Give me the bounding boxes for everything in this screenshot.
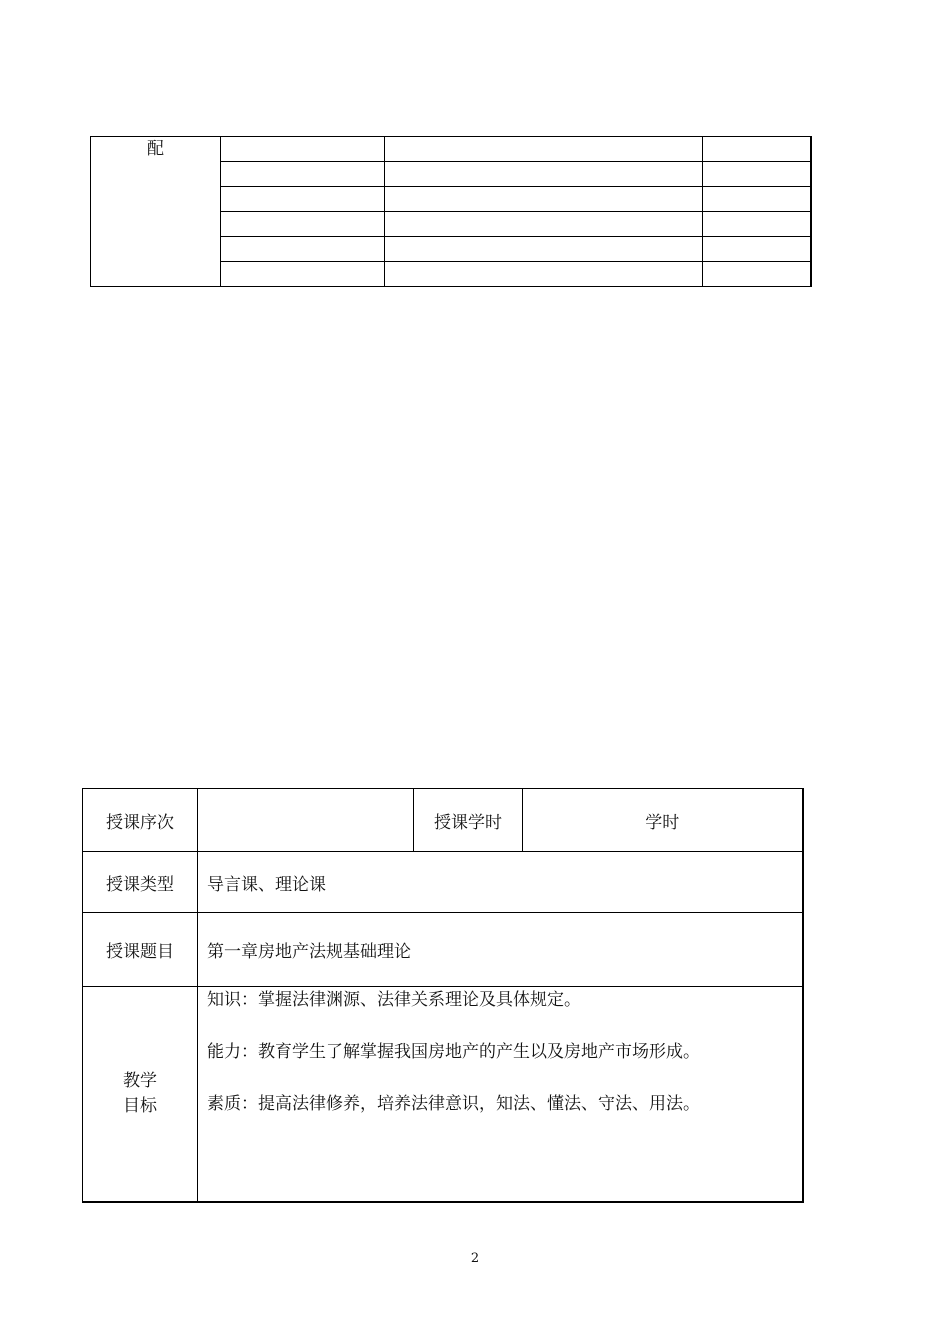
hours-label: 授课学时 [414,789,523,852]
topic-value: 第一章房地产法规基础理论 [198,913,803,987]
type-value: 导言课、理论课 [198,852,803,913]
type-label: 授课类型 [83,852,198,913]
sequence-label: 授课序次 [83,789,198,852]
goals-content [198,987,803,1202]
resource-allocation-table [90,136,812,287]
table-cell [221,162,385,187]
table-cell [703,212,811,237]
hours-value: 学时 [523,789,803,852]
allocation-label-cell [91,137,221,287]
table-cell [221,137,385,162]
goal-knowledge: 知识：掌握法律渊源、法律关系理论及具体规定。 [207,990,581,1010]
table-row [83,789,803,852]
table-cell [703,237,811,262]
goal-ability: 能力：教育学生了解掌握我国房地产的产生以及房地产市场形成。 [207,1042,700,1062]
table-cell [221,237,385,262]
lesson-plan-table [82,788,804,1203]
table-cell [703,187,811,212]
table-cell [703,137,811,162]
goal-quality: 素质：提高法律修养，培养法律意识，知法、懂法、守法、用法。 [207,1094,700,1114]
allocation-label: 配 [147,139,164,159]
table-cell [221,187,385,212]
table-row [83,987,803,1202]
table-cell [385,212,703,237]
sequence-value [198,789,414,852]
table-row [91,137,811,162]
table-cell [221,262,385,287]
topic-label: 授课题目 [83,913,198,987]
table-cell [385,187,703,212]
table-row [83,852,803,913]
goals-label [83,987,198,1202]
table-cell [385,262,703,287]
goals-label-line2: 目标 [123,1095,157,1116]
table-cell [385,137,703,162]
table-cell [385,237,703,262]
page-number: 2 [470,1251,480,1266]
goals-label-line1: 教学 [123,1070,157,1091]
table-cell [385,162,703,187]
table-cell [703,162,811,187]
table-cell [703,262,811,287]
table-cell [221,212,385,237]
table-row [83,913,803,987]
